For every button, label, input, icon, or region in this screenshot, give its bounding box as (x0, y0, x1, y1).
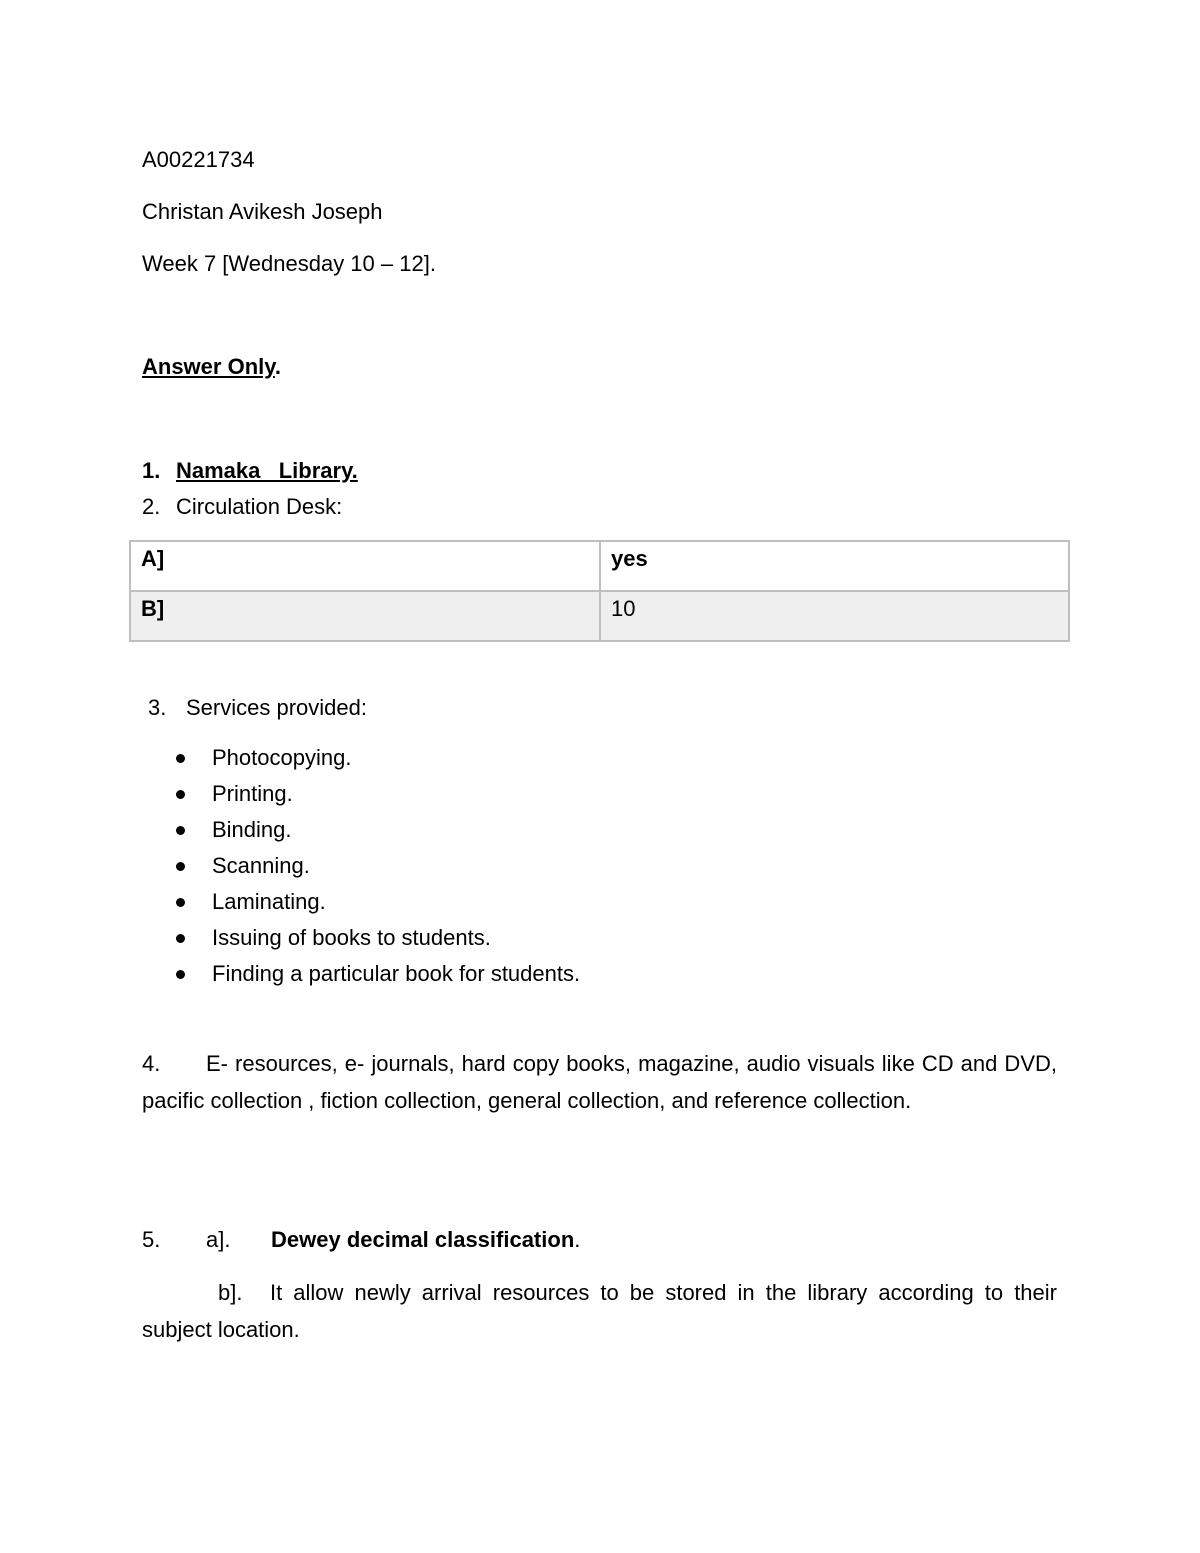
question-1 (142, 458, 358, 484)
bullet-icon (176, 790, 185, 799)
student-id: A00221734 (142, 147, 255, 172)
table-row (130, 541, 1069, 591)
question-1-answer: Namaka Library. (176, 458, 358, 483)
question-5a (142, 1227, 580, 1253)
service-text: Photocopying. (212, 745, 352, 770)
service-text: Laminating. (212, 889, 326, 914)
list-item (176, 889, 580, 925)
question-2-number: 2. (142, 494, 161, 519)
bullet-icon (176, 862, 185, 871)
bullet-icon (176, 898, 185, 907)
service-text: Binding. (212, 817, 292, 842)
section-heading-period: . (274, 354, 281, 379)
question-4-number: 4. (142, 1051, 161, 1076)
table-cell-key: B] (130, 591, 600, 641)
question-5a-answer: Dewey decimal classification (271, 1227, 575, 1252)
question-4-answer: E- resources, e- journals, hard copy books, magazine, audio visuals like CD and DVD, pacific collection , fiction collection, general collection, and reference collection. (142, 1051, 1057, 1113)
question-5-number: 5. (142, 1227, 161, 1252)
circulation-desk-table (129, 540, 1070, 642)
bullet-icon (176, 934, 185, 943)
service-text: Issuing of books to students. (212, 925, 491, 950)
question-2 (142, 494, 342, 520)
service-text: Printing. (212, 781, 293, 806)
question-5b-label: b]. (218, 1280, 243, 1305)
table-cell-value: yes (600, 541, 1069, 591)
bullet-icon (176, 826, 185, 835)
table-cell-value: 10 (600, 591, 1069, 641)
question-5b-answer: It allow newly arrival resources to be stored in the library according to their subject location. (142, 1280, 1057, 1342)
list-item (176, 853, 580, 889)
question-3-number: 3. (148, 695, 167, 720)
list-item (176, 961, 580, 997)
question-5a-period: . (574, 1227, 581, 1252)
list-item (176, 781, 580, 817)
list-item (176, 745, 580, 781)
student-name: Christan Avikesh Joseph (142, 199, 383, 224)
service-text: Finding a particular book for students. (212, 961, 581, 986)
question-5a-label: a]. (206, 1227, 231, 1252)
question-5b (142, 1274, 1057, 1348)
section-heading-text: Answer Only (142, 354, 275, 379)
bullet-icon (176, 970, 185, 979)
question-3-label: Services provided: (186, 695, 367, 720)
list-item (176, 925, 580, 961)
section-heading (142, 354, 281, 380)
service-text: Scanning. (212, 853, 310, 878)
question-1-number: 1. (142, 458, 161, 483)
question-2-label: Circulation Desk: (176, 494, 343, 519)
services-list (176, 745, 580, 997)
week-info: Week 7 [Wednesday 10 – 12]. (142, 251, 436, 276)
bullet-icon (176, 754, 185, 763)
question-4 (142, 1045, 1057, 1119)
question-3 (148, 695, 367, 721)
table-row (130, 591, 1069, 641)
list-item (176, 817, 580, 853)
table-cell-key: A] (130, 541, 600, 591)
